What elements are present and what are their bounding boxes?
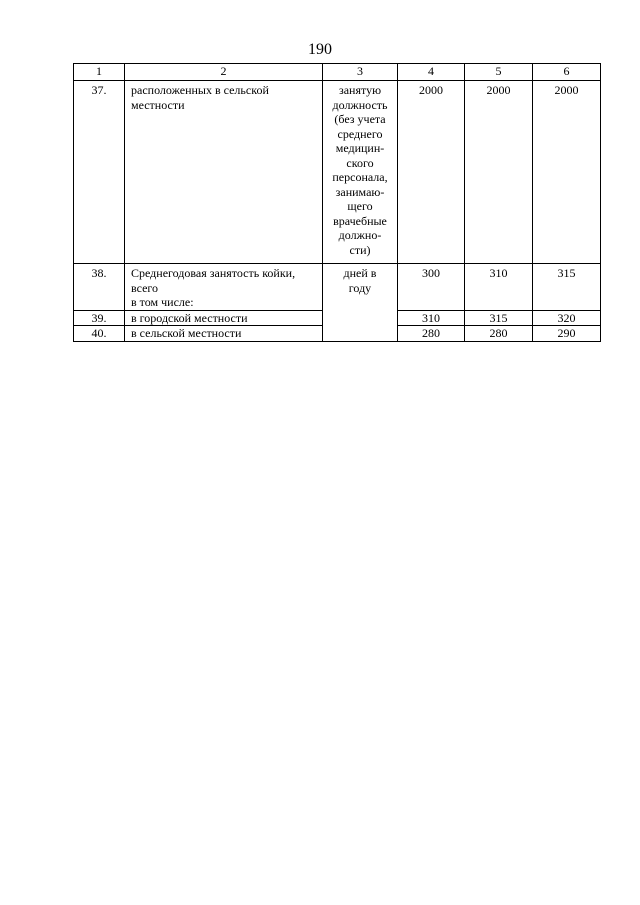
row-name: расположенных в сельской местности [125, 81, 323, 264]
row-value-col4: 2000 [398, 81, 465, 264]
table-row [74, 81, 601, 264]
row-value-col5: 310 [465, 264, 533, 311]
row-value-col4: 280 [398, 326, 465, 342]
data-table [73, 63, 601, 342]
row-value-col6: 2000 [533, 81, 601, 264]
row-value-col4: 310 [398, 310, 465, 326]
column-header: 6 [533, 64, 601, 81]
row-value-col4: 300 [398, 264, 465, 311]
row-name: в сельской местности [125, 326, 323, 342]
row-name: Среднегодовая занятость койки, всего в том числе: [125, 264, 323, 311]
row-unit: дней в году [323, 264, 398, 342]
row-value-col5: 315 [465, 310, 533, 326]
table-header-row [74, 64, 601, 81]
row-name: в городской местности [125, 310, 323, 326]
row-value-col5: 280 [465, 326, 533, 342]
row-value-col5: 2000 [465, 81, 533, 264]
row-number: 40. [74, 326, 125, 342]
column-header: 2 [125, 64, 323, 81]
table-row [74, 264, 601, 311]
row-number: 39. [74, 310, 125, 326]
row-number: 38. [74, 264, 125, 311]
column-header: 5 [465, 64, 533, 81]
row-value-col6: 320 [533, 310, 601, 326]
page-number: 190 [308, 41, 332, 58]
column-header: 4 [398, 64, 465, 81]
row-number: 37. [74, 81, 125, 264]
row-unit: занятую должность (без учета среднего медицин- ского персонала, занимаю- щего врачебные должно- сти) [323, 81, 398, 264]
column-header: 1 [74, 64, 125, 81]
row-value-col6: 315 [533, 264, 601, 311]
column-header: 3 [323, 64, 398, 81]
row-value-col6: 290 [533, 326, 601, 342]
